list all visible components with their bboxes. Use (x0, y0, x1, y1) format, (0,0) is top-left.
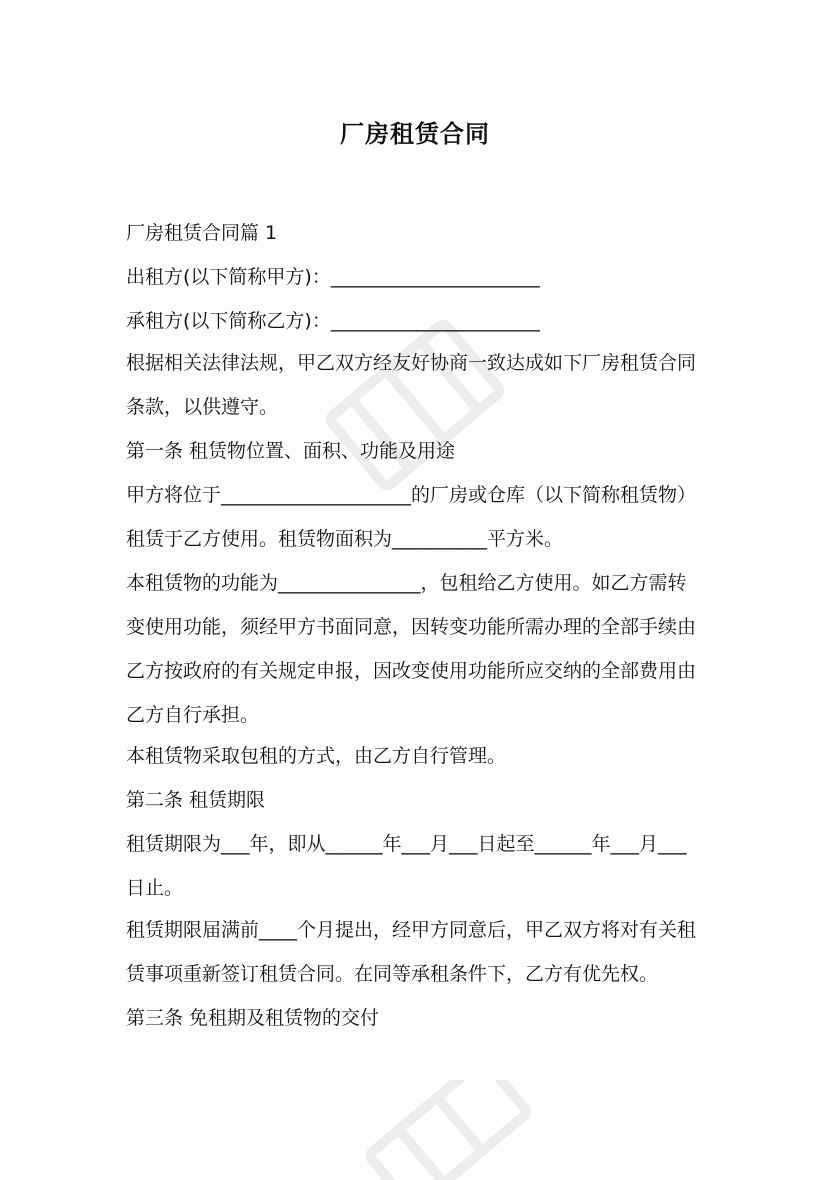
paragraph-line: 变使用功能，须经甲方书面同意，因转变功能所需办理的全部手续由 (126, 616, 697, 638)
paragraph-line: 租赁期限为___年，即从______年___月___日起至______年___月___ (126, 833, 687, 855)
paragraph-line: 本租赁物采取包租的方式，由乙方自行管理。 (126, 745, 507, 767)
article-heading: 第二条 租赁期限 (126, 789, 266, 811)
paragraph-line: 本租赁物的功能为_______________，包租给乙方使用。如乙方需转 (126, 572, 687, 594)
paragraph-line: 根据相关法律法规，甲乙双方经友好协商一致达成如下厂房租赁合同 (126, 352, 697, 374)
lessee-line: 承租方(以下简称乙方)：______________________ (126, 310, 540, 332)
paragraph-line: 甲方将位于____________________的厂房或仓库（以下简称租赁物） (126, 484, 697, 506)
paragraph-line: 赁事项重新签订租赁合同。在同等承租条件下，乙方有优先权。 (126, 963, 659, 985)
watermark-logo-icon (330, 1080, 560, 1180)
paragraph-line: 日止。 (126, 877, 184, 899)
paragraph-line: 租赁于乙方使用。租赁物面积为__________平方米。 (126, 528, 564, 550)
paragraph-line: 乙方按政府的有关规定申报，因改变使用功能所应交纳的全部费用由 (126, 660, 697, 682)
paragraph-line: 租赁期限届满前____个月提出，经甲方同意后，甲乙双方将对有关租 (126, 919, 697, 941)
article-heading: 第一条 租赁物位置、面积、功能及用途 (126, 440, 456, 462)
section-heading: 厂房租赁合同篇 1 (126, 222, 278, 244)
paragraph-line: 乙方自行承担。 (126, 704, 260, 726)
paragraph-line: 条款，以供遵守。 (126, 396, 279, 418)
document-title: 厂房租赁合同 (340, 120, 490, 148)
lessor-line: 出租方(以下简称甲方)：______________________ (126, 266, 540, 288)
article-heading: 第三条 免租期及租赁物的交付 (126, 1007, 380, 1029)
